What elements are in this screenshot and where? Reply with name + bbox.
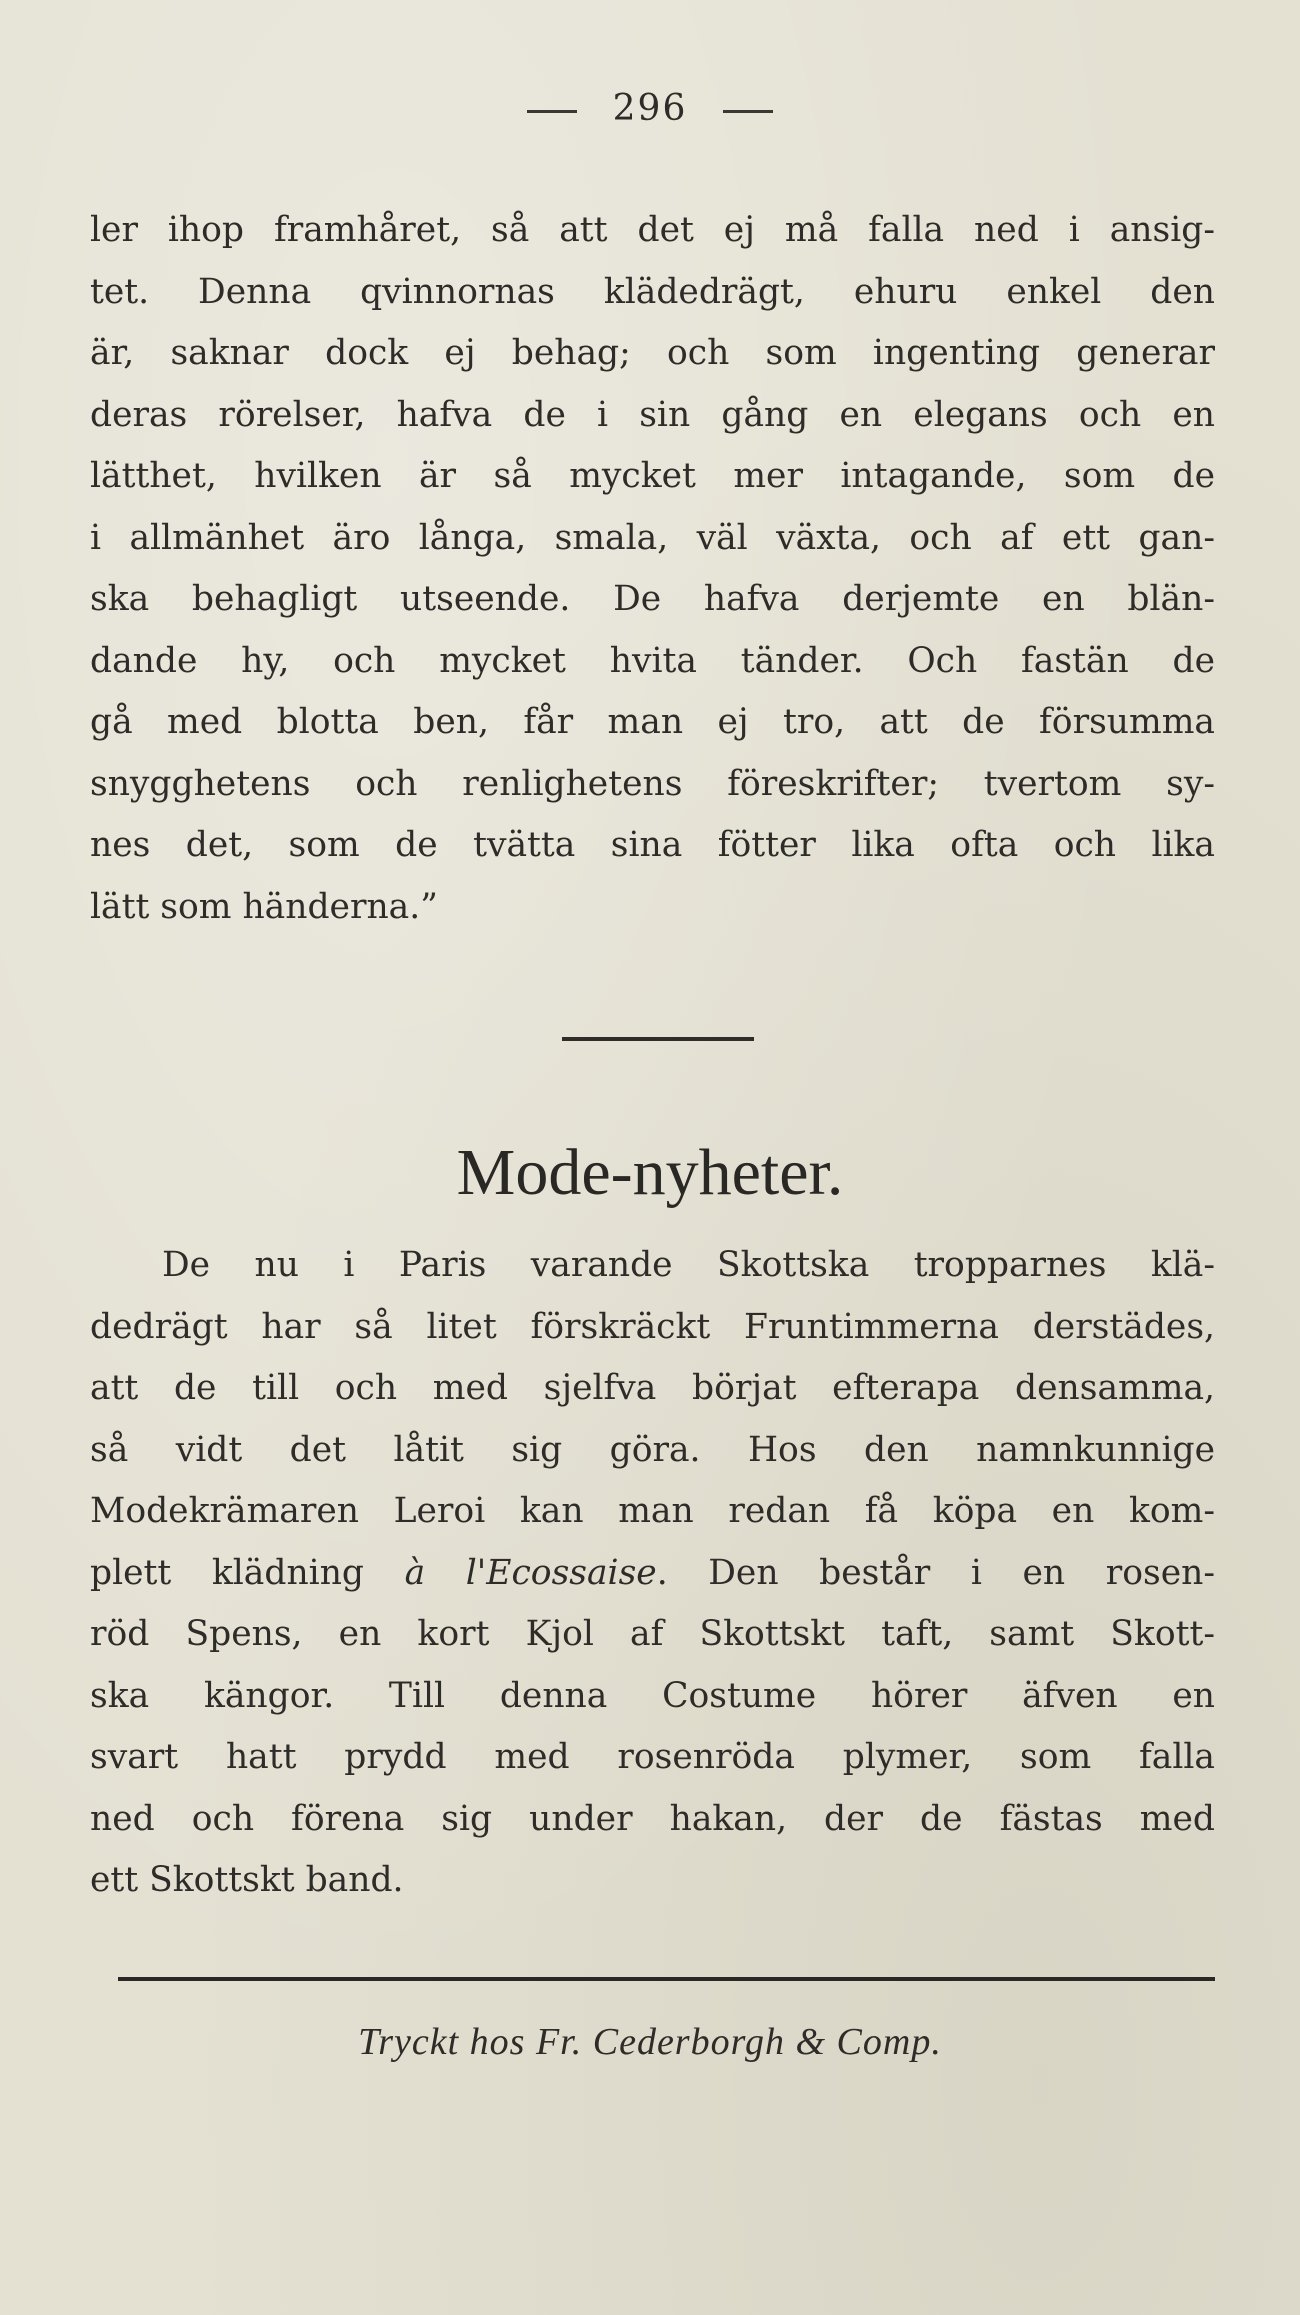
paragraph-1-line: gå med blotta ben, får man ej tro, att de försumma xyxy=(90,702,1215,742)
paragraph-1-line: ler ihop framhåret, så att det ej må falla ned i ansig- xyxy=(90,210,1215,250)
paragraph-2 xyxy=(90,1235,1215,1912)
page-number: 296 xyxy=(612,88,688,129)
section-heading: Mode-nyheter. xyxy=(456,1136,844,1209)
line-text: plett klädning xyxy=(90,1552,405,1593)
paragraph-2-line: röd Spens, en kort Kjol af Skottskt taft, samt Skott- xyxy=(90,1614,1215,1654)
paragraph-2-line: att de till och med sjelfva börjat efterapa densamma, xyxy=(90,1368,1215,1408)
paragraph-1-line: lätthet, hvilken är så mycket mer intagande, som de xyxy=(90,456,1215,496)
paragraph-1 xyxy=(90,200,1215,938)
paragraph-1-line: deras rörelser, hafva de i sin gång en elegans och en xyxy=(90,394,1215,435)
paragraph-1-line: i allmänhet äro långa, smala, väl växta, och af ett gan- xyxy=(90,517,1215,558)
paragraph-2-line xyxy=(90,1543,1215,1605)
italic-phrase: à l'Ecossaise xyxy=(404,1552,657,1593)
paragraph-1-line: snygghetens och renlighetens föreskrifter; tvertom sy- xyxy=(90,763,1215,804)
page-header xyxy=(0,88,1300,129)
header-dash-left xyxy=(527,110,577,113)
paragraph-1-line: nes det, som de tvätta sina fötter lika ofta och lika xyxy=(90,825,1215,865)
paragraph-2-line: dedrägt har så litet förskräckt Fruntimmerna derstädes, xyxy=(90,1306,1215,1347)
paragraph-1-line: lätt som händerna.” xyxy=(90,886,438,927)
paragraph-1-line: tet. Denna qvinnornas klädedrägt, ehuru enkel den xyxy=(90,271,1215,312)
footer-rule xyxy=(118,1977,1215,1981)
paragraph-1-line: är, saknar dock ej behag; och som ingenting generar xyxy=(90,333,1215,373)
paragraph-2-line: ett Skottskt band. xyxy=(90,1860,404,1900)
paragraph-2-line: ska kängor. Till denna Costume hörer äfven en xyxy=(90,1675,1215,1716)
paragraph-2-line: De nu i Paris varande Skottska tropparnes klä- xyxy=(162,1245,1215,1285)
line-text: . Den består i en rosen- xyxy=(656,1552,1215,1593)
paragraph-1-line: ska behagligt utseende. De hafva derjemte en blän- xyxy=(90,579,1215,619)
printer-imprint: Tryckt hos Fr. Cederborgh & Comp. xyxy=(358,2021,942,2063)
header-dash-right xyxy=(723,110,773,113)
paragraph-2-line: så vidt det låtit sig göra. Hos den namnkunnige xyxy=(90,1429,1215,1470)
paragraph-2-line: ned och förena sig under hakan, der de fästas med xyxy=(90,1798,1215,1839)
section-divider xyxy=(562,1037,754,1041)
paragraph-2-line: svart hatt prydd med rosenröda plymer, som falla xyxy=(90,1737,1215,1777)
paragraph-1-line: dande hy, och mycket hvita tänder. Och fastän de xyxy=(90,640,1215,681)
paragraph-2-line: Modekrämaren Leroi kan man redan få köpa en kom- xyxy=(90,1491,1215,1531)
